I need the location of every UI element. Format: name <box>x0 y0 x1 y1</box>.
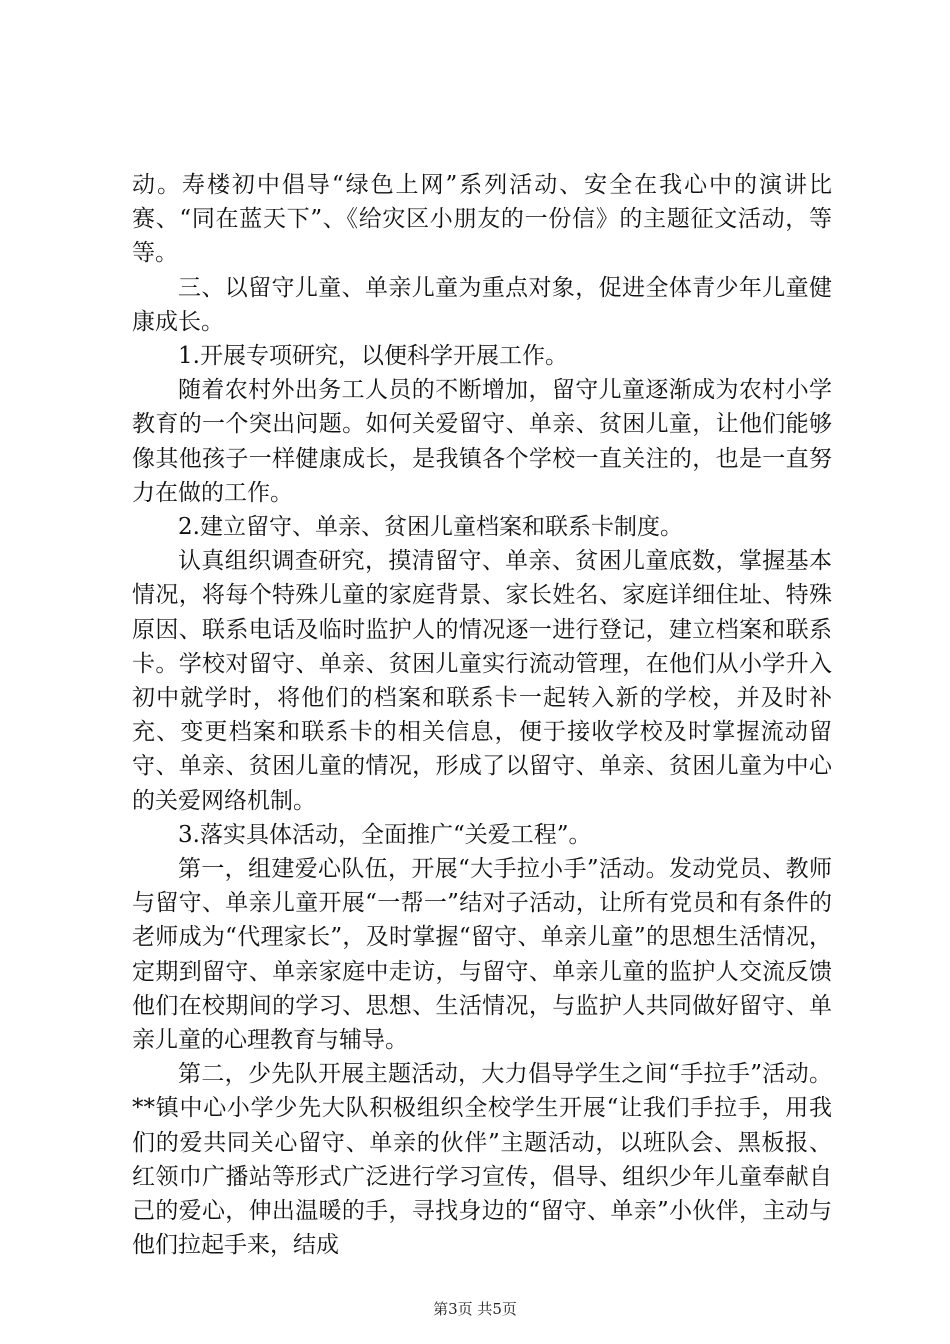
subsection-heading: 2.建立留守、单亲、贫困儿童档案和联系卡制度。 <box>178 514 683 541</box>
paragraph: 随着农村外出务工人员的不断增加，留守儿童逐渐成为农村小学教育的一个突出问题。如何关爱留守、单亲、贫困儿童，让他们能够像其他孩子一样健康成长，是我镇各个学校一直关注的，也是一直努力在做的工作。 <box>132 377 832 506</box>
paragraph: 动。寿楼初中倡导“绿色上网”系列活动、安全在我心中的演讲比赛、“同在蓝天下”、《给灾区小朋友的一份信》的主题征文活动，等等。 <box>132 172 832 267</box>
paragraph: 第一，组建爱心队伍，开展“大手拉小手”活动。发动党员、教师与留守、单亲儿童开展“一帮一”结对子活动，让所有党员和有条件的老师成为“代理家长”，及时掌握“留守、单亲儿童”的思想生活情况，定期到留守、单亲家庭中走访，与留守、单亲儿童的监护人交流反馈他们在校期间的学习、思想、生活情况，与监护人共同做好留守、单亲儿童的心理教育与辅导。 <box>132 856 832 1054</box>
section-heading: 三、以留守儿童、单亲儿童为重点对象，促进全体青少年儿童健康成长。 <box>132 274 832 335</box>
subsection-heading: 1.开展专项研究，以便科学开展工作。 <box>178 343 568 370</box>
paragraph: 认真组织调查研究，摸清留守、单亲、贫困儿童底数，掌握基本情况，将每个特殊儿童的家庭背景、家长姓名、家庭详细住址、特殊原因、联系电话及临时监护人的情况逐一进行登记，建立档案和联系卡。学校对留守、单亲、贫困儿童实行流动管理，在他们从小学升入初中就学时，将他们的档案和联系卡一起转入新的学校，并及时补充、变更档案和联系卡的相关信息，便于接收学校及时掌握流动留守、单亲、贫困儿童的情况，形成了以留守、单亲、贫困儿童为中心的关爱网络机制。 <box>132 548 832 814</box>
subsection-heading: 3.落实具体活动，全面推广“关爱工程”。 <box>178 821 592 848</box>
document-body <box>132 168 832 1263</box>
page-footer: 第3页 共5页 <box>433 1300 517 1318</box>
paragraph: 第二，少先队开展主题活动，大力倡导学生之间“手拉手”活动。**镇中心小学少先大队积极组织全校学生开展“让我们手拉手，用我们的爱共同关心留守、单亲的伙伴”主题活动，以班队会、黑板报、红领巾广播站等形式广泛进行学习宣传，倡导、组织少年儿童奉献自己的爱心，伸出温暖的手，寻找身边的“留守、单亲”小伙伴，主动与他们拉起手来，结成 <box>132 1061 832 1259</box>
